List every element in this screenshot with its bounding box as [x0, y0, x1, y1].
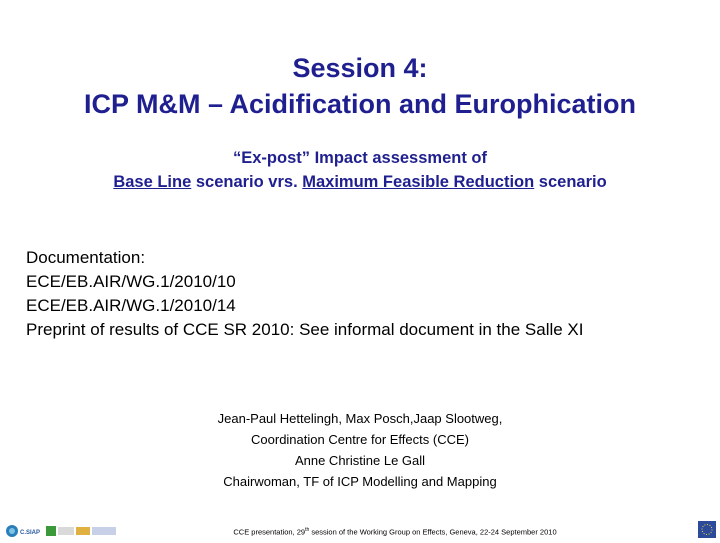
base-line-term: Base Line — [113, 173, 192, 191]
authors-block — [0, 408, 720, 492]
documentation-block — [26, 246, 716, 342]
documentation-item: Preprint of results of CCE SR 2010: See informal document in the Salle XI — [26, 320, 584, 339]
mfr-term: Maximum Feasible Reduction — [302, 173, 535, 191]
author-line: Chairwoman, TF of ICP Modelling and Mapping — [223, 474, 497, 489]
subtitle-suffix: scenario — [534, 173, 607, 191]
author-line: Jean-Paul Hettelingh, Max Posch,Jaap Slootweg, — [217, 411, 503, 426]
footer-sup: th — [305, 527, 310, 533]
title-line-2: ICP M&M – Acidification and Europhication — [83, 89, 637, 119]
author-line: Coordination Centre for Effects (CCE) — [251, 432, 469, 447]
logo-text: C.SIAP — [20, 530, 41, 536]
eu-logo — [698, 521, 716, 538]
subtitle-line-2 — [0, 170, 720, 194]
documentation-heading: Documentation: — [26, 248, 146, 267]
documentation-item: ECE/EB.AIR/WG.1/2010/14 — [26, 296, 236, 315]
title-line-1: Session 4: — [292, 53, 428, 83]
subtitle-connector: scenario vrs. — [191, 173, 303, 191]
partner-logos-icon — [4, 524, 118, 538]
author-line: Anne Christine Le Gall — [294, 453, 426, 468]
eu-flag-icon — [698, 521, 716, 538]
subtitle-line-1: “Ex-post” Impact assessment of — [233, 149, 487, 167]
footer-logos — [4, 524, 118, 538]
slide-title — [0, 50, 720, 122]
footer-prefix: CCE presentation, 29 — [233, 527, 306, 537]
slide-subtitle — [0, 146, 720, 194]
documentation-item: ECE/EB.AIR/WG.1/2010/10 — [26, 272, 236, 291]
footer-caption — [175, 524, 615, 539]
footer-suffix: session of the Working Group on Effects, Geneva, 22-24 September 2010 — [309, 527, 557, 537]
